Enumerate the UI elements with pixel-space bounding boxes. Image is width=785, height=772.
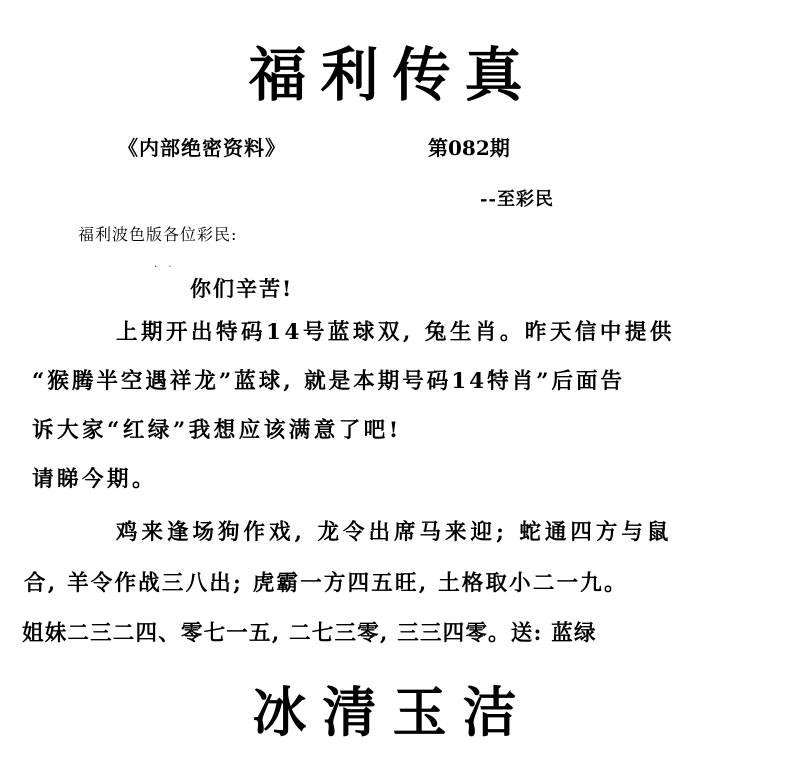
body-line: 鸡来逢场狗作戏, 龙令出席马来迎; 蛇通四方与鼠	[116, 520, 673, 545]
footer-phrase: 冰清玉洁	[252, 680, 533, 744]
body-line: “猴腾半空遇祥龙”蓝球, 就是本期号码14特肖”后面告	[32, 369, 625, 394]
signature: --至彩民	[480, 189, 554, 210]
salutation: 福利波色版各位彩民:	[78, 225, 238, 244]
body-line: 合, 羊令作战三八出; 虎霸一方四五旺, 土格取小二一九。	[24, 571, 628, 596]
document-subtitle: 《内部绝密资料》	[118, 136, 286, 160]
body-line: 请睇今期。	[32, 467, 158, 492]
document-title: 福利传真	[248, 41, 537, 109]
body-line: 姐妹二三二四、零七一五, 二七三零, 三三四零。送: 蓝绿	[22, 621, 597, 646]
decorative-dots: · ·	[154, 262, 176, 273]
greeting: 你们辛苦!	[190, 276, 294, 301]
body-line: 诉大家“红绿”我想应该满意了吧!	[32, 418, 402, 443]
body-line: 上期开出特码14号蓝球双, 兔生肖。昨天信中提供	[116, 320, 675, 345]
issue-number: 第082期	[428, 136, 510, 160]
